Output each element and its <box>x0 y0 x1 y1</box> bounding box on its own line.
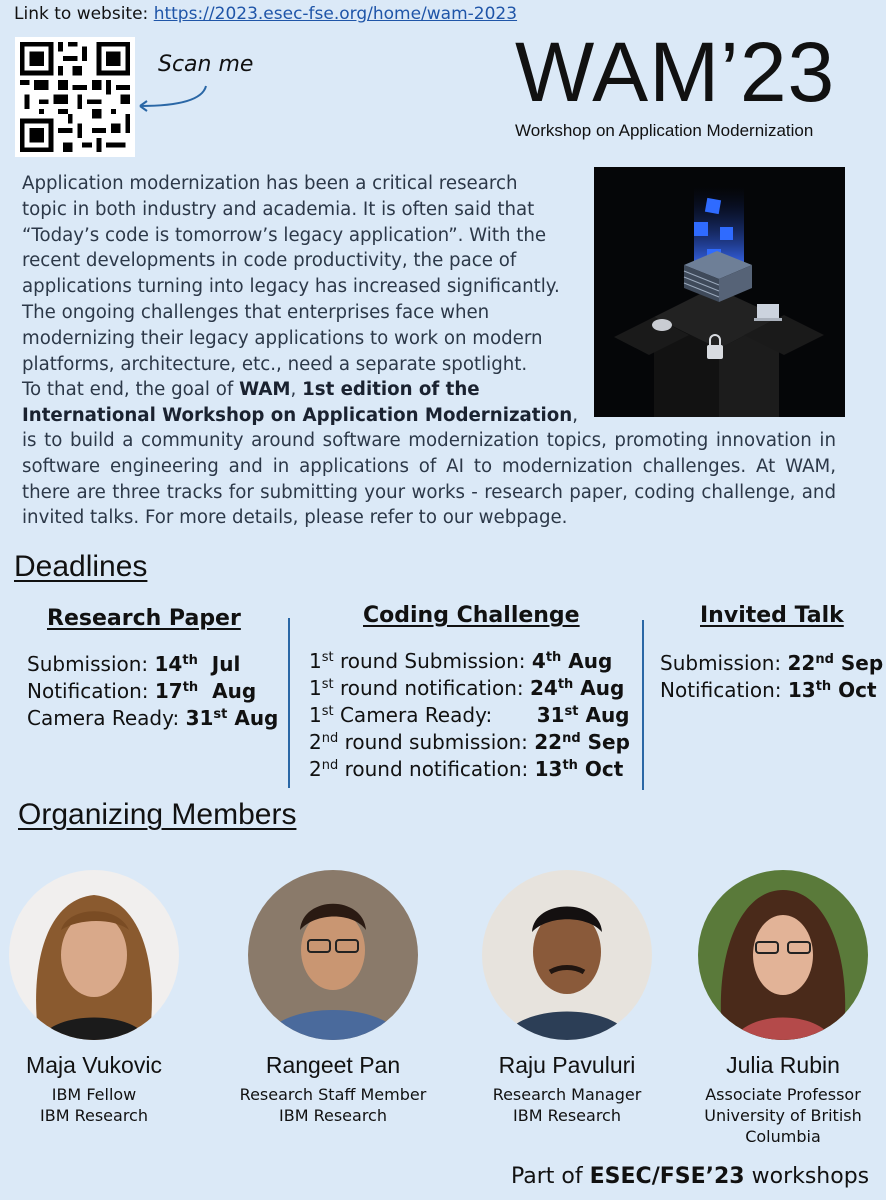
intro-line: The ongoing challenges that enterprises face when <box>22 301 490 323</box>
deadline-day: 14 <box>154 652 183 676</box>
deadline-label: round notification: <box>344 757 529 781</box>
deadline-suffix: th <box>182 680 199 695</box>
round-suffix: st <box>321 650 334 665</box>
portrait-julia <box>698 870 868 1040</box>
track-divider <box>642 620 644 790</box>
member-affiliation: IBM Research <box>513 1106 621 1125</box>
deadlines-heading: Deadlines <box>14 550 148 583</box>
avatar <box>9 870 179 1040</box>
member-role: IBM Fellow <box>51 1085 137 1104</box>
organizing-members-heading: Organizing Members <box>18 798 297 831</box>
member-name: Rangeet Pan <box>265 1052 401 1078</box>
deadline-suffix: th <box>815 679 832 694</box>
deadline-label: Camera Ready: <box>339 703 493 727</box>
round-number: 1 <box>309 676 322 700</box>
deadline-day: 22 <box>534 730 563 754</box>
coding-challenge-title: Coding Challenge <box>363 603 580 628</box>
deadline-day: 31 <box>185 706 214 730</box>
deadline-suffix: nd <box>815 652 834 667</box>
round-suffix: st <box>321 704 334 719</box>
round-number: 1 <box>309 649 322 673</box>
member-name: Raju Pavuluri <box>498 1052 636 1078</box>
deadline-day: 22 <box>787 651 816 675</box>
invited-talk-title: Invited Talk <box>700 603 844 628</box>
intro-line: topic in both industry and academia. It is often said that <box>22 198 535 220</box>
intro-line <box>22 377 594 403</box>
intro-line: platforms, architecture, etc., need a separate spotlight. <box>22 353 528 375</box>
footer-text: workshops <box>751 1164 870 1189</box>
deadline-month: Aug <box>585 703 630 727</box>
research-deadline-row <box>27 651 278 678</box>
member-card <box>678 1052 886 1147</box>
deadline-day: 13 <box>534 757 563 781</box>
deadline-label: Submission: <box>660 651 782 675</box>
intro-line: Application modernization has been a critical research <box>22 173 518 194</box>
intro-line: applications turning into legacy has increased significantly. <box>22 276 560 298</box>
member-role: Associate Professor <box>705 1085 861 1104</box>
round-number: 2 <box>309 730 322 754</box>
portrait-raju <box>482 870 652 1040</box>
intro-paragraph <box>22 171 594 429</box>
track-divider <box>288 618 290 788</box>
qr-code[interactable] <box>15 37 135 157</box>
round-suffix: nd <box>321 731 339 746</box>
round-suffix: st <box>321 677 334 692</box>
deadline-month: Aug <box>234 706 279 730</box>
deadline-month: Aug <box>568 649 613 673</box>
deadline-suffix: th <box>557 677 574 692</box>
invited-deadline-row <box>660 677 883 704</box>
portrait-maja <box>9 870 179 1040</box>
website-link-line <box>14 4 517 24</box>
deadline-month: Oct <box>838 678 877 702</box>
deadline-label: Submission: <box>27 652 149 676</box>
avatar <box>248 870 418 1040</box>
deadline-month: Sep <box>587 730 630 754</box>
round-number: 1 <box>309 703 322 727</box>
member-card <box>462 1052 672 1126</box>
round-number: 2 <box>309 757 322 781</box>
deadline-label: Camera Ready: <box>27 706 180 730</box>
deadline-month: Aug <box>580 676 625 700</box>
research-paper-title: Research Paper <box>47 606 241 631</box>
intro-line: recent developments in code productivity, the pace of <box>22 250 517 272</box>
member-name: Julia Rubin <box>726 1052 840 1078</box>
hero-illustration <box>594 167 845 417</box>
deadline-day: 4 <box>531 649 546 673</box>
deadline-label: Notification: <box>27 679 149 703</box>
coding-challenge-track <box>309 603 630 783</box>
member-role: Research Staff Member <box>239 1085 427 1104</box>
deadline-suffix: th <box>545 650 562 665</box>
deadline-day: 31 <box>536 703 565 727</box>
website-link[interactable]: https://2023.esec-fse.org/home/wam-2023 <box>153 4 518 24</box>
intro-continuation: is to build a community around software modernization topics, promoting innovation in software engineering and in applications of AI to modernization challenges. At WAM, there are three tracks for submitting your works - research paper, coding challenge, and invited talks. For more details, please refer to our webpage. <box>22 430 836 529</box>
workshop-subtitle: Workshop on Application Modernization <box>515 121 814 140</box>
intro-text: , <box>290 379 297 401</box>
intro-bold-wam: WAM <box>239 379 291 401</box>
intro-bold-edition: 1st edition of the <box>302 379 480 401</box>
intro-bold-workshop-name: International Workshop on Application Modernization <box>22 405 573 427</box>
deadline-suffix: st <box>564 704 579 719</box>
deadline-month: Sep <box>840 651 884 675</box>
deadline-suffix: st <box>213 707 228 722</box>
research-deadline-row <box>27 705 278 732</box>
deadline-day: 24 <box>529 676 558 700</box>
workshop-title: WAM’23 <box>515 25 836 119</box>
deadline-month: Jul <box>211 652 241 676</box>
coding-deadline-row <box>309 702 630 729</box>
server-cubes-illustration <box>594 167 845 417</box>
deadline-month: Aug <box>212 679 257 703</box>
intro-text: , <box>572 405 578 427</box>
invited-deadline-row <box>660 650 883 677</box>
curved-arrow-icon <box>132 82 212 116</box>
deadline-label: round submission: <box>344 730 528 754</box>
member-affiliation: University of British <box>704 1106 862 1125</box>
coding-deadline-row <box>309 675 630 702</box>
intro-text: To that end, the goal of <box>22 379 234 401</box>
member-affiliation: IBM Research <box>40 1106 148 1125</box>
avatar <box>482 870 652 1040</box>
invited-talk-track <box>660 603 883 704</box>
qr-code-icon <box>15 37 135 157</box>
deadline-suffix: th <box>182 653 198 668</box>
intro-line: “Today’s code is tomorrow’s legacy application”. With the <box>22 224 547 246</box>
member-affiliation: IBM Research <box>279 1106 387 1125</box>
research-deadline-row <box>27 678 278 705</box>
portrait-rangeet <box>248 870 418 1040</box>
member-affiliation-cont: Columbia <box>745 1127 821 1146</box>
round-suffix: nd <box>321 758 339 773</box>
research-paper-track <box>27 606 278 732</box>
intro-line <box>22 403 594 429</box>
member-name: Maja Vukovic <box>26 1052 162 1078</box>
deadline-label: round Submission: <box>339 649 526 673</box>
footer-note <box>511 1164 869 1189</box>
website-link-label: Link to website: <box>14 4 149 24</box>
scan-me-label: Scan me <box>158 52 254 77</box>
deadline-day: 17 <box>154 679 183 703</box>
deadline-day: 13 <box>787 678 816 702</box>
avatar <box>698 870 868 1040</box>
deadline-label: round notification: <box>339 676 524 700</box>
footer-text: Part of <box>511 1164 583 1189</box>
coding-deadline-row <box>309 756 630 783</box>
deadline-month: Oct <box>584 757 624 781</box>
member-card <box>0 1052 188 1126</box>
deadline-suffix: nd <box>562 731 581 746</box>
intro-line: modernizing their legacy applications to work on modern <box>22 327 543 349</box>
member-card <box>228 1052 438 1126</box>
coding-deadline-row <box>309 729 630 756</box>
member-role: Research Manager <box>492 1085 642 1104</box>
coding-deadline-row <box>309 648 630 675</box>
deadline-label: Notification: <box>660 678 782 702</box>
deadline-suffix: th <box>562 758 578 773</box>
footer-conference: ESEC/FSE’23 <box>589 1164 745 1189</box>
